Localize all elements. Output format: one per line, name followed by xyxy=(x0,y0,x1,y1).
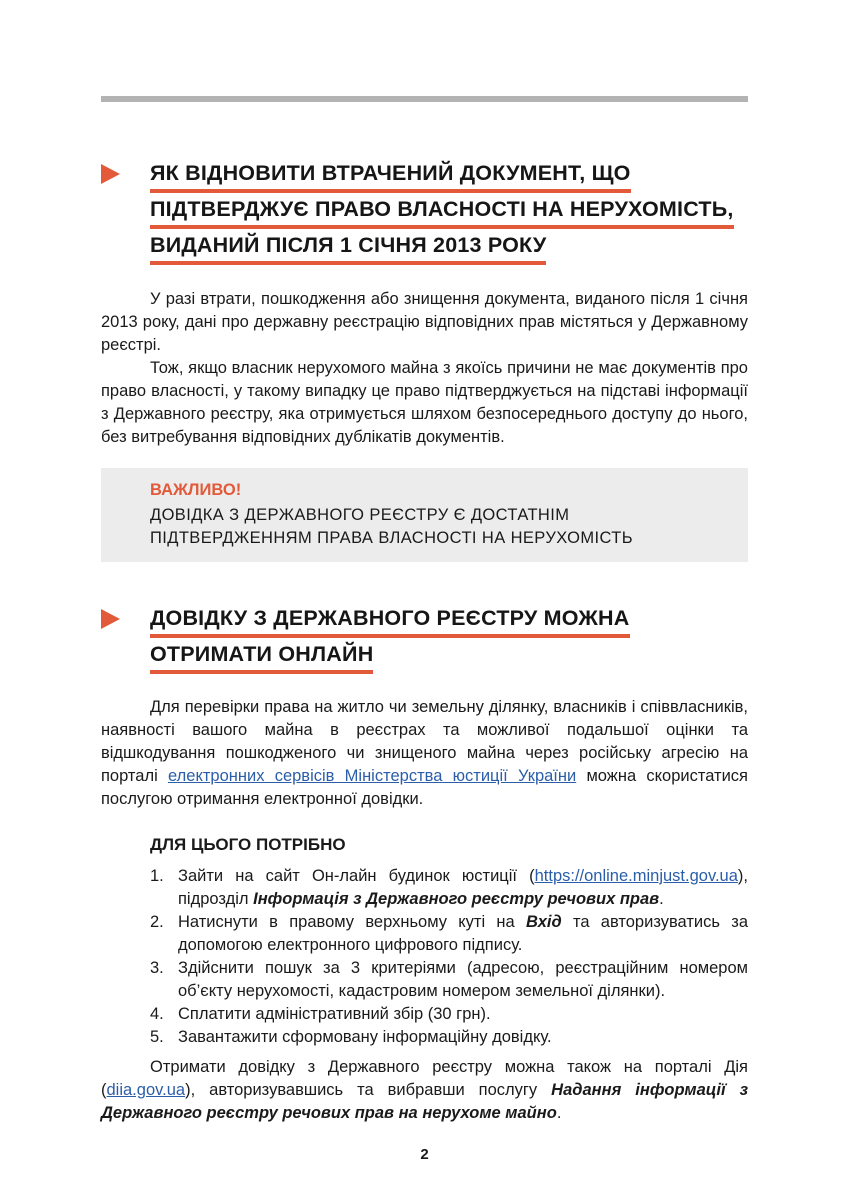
minjust-services-link[interactable]: електронних сервісів Міністерства юстиції України xyxy=(168,767,577,785)
paragraph xyxy=(101,1056,748,1125)
step-number: 3. xyxy=(150,959,164,977)
paragraph: У разі втрати, пошкодження або знищення документа, виданого після 1 січня 2013 року, дані про державну реєстрацію відповідних прав містяться у Державному реєстрі. xyxy=(101,290,748,354)
step-text: Зайти на сайт Он-лайн будинок юстиції ( xyxy=(178,867,535,885)
heading-line: ВИДАНИЙ ПІСЛЯ 1 СІЧНЯ 2013 РОКУ xyxy=(150,232,546,265)
service-name: Надання інформації з Державного реєстру речових прав на нерухоме майно xyxy=(101,1081,748,1122)
page-number: 2 xyxy=(420,1146,429,1163)
step-text: ), підрозділ xyxy=(178,867,748,908)
heading-line: ЯК ВІДНОВИТИ ВТРАЧЕНИЙ ДОКУМЕНТ, ЩО xyxy=(150,160,631,193)
step-text: Здійснити пошук за 3 критеріями (адресою, реєстраційним номером об’єкту нерухомості, кадастровим номером земельної ділянки). xyxy=(178,959,748,1000)
intro-text: можна скористатися послугою отримання електронної довідки. xyxy=(101,767,748,808)
important-notice xyxy=(101,468,748,562)
section1-body xyxy=(101,288,748,449)
paragraph xyxy=(101,696,748,811)
intro-text: Для перевірки права на житло чи земельну ділянку, власників і співвласників, наявності вашого майна в реєстрах та можливої подальшої оцінки та відшкодування пошкодженого чи знищеного майна через російську агресію на порталі xyxy=(101,698,748,785)
important-text: ДОВІДКА З ДЕРЖАВНОГО РЕЄСТРУ Є ДОСТАТНІМ ПІДТВЕРДЖЕННЯМ ПРАВА ВЛАСНОСТІ НА НЕРУХОМІСТЬ xyxy=(150,506,633,547)
section2-intro xyxy=(101,696,748,811)
arrow-right-icon xyxy=(101,164,120,184)
list-item xyxy=(101,1026,748,1049)
step-text: Завантажити сформовану інформаційну довідку. xyxy=(178,1028,552,1046)
step-text: Натиснути в правому верхньому куті на xyxy=(178,913,527,931)
list-item xyxy=(101,957,748,1003)
step-text: Сплатити адміністративний збір (30 грн). xyxy=(178,1005,491,1023)
steps-list xyxy=(101,865,748,1049)
top-divider xyxy=(101,96,748,102)
step-number: 1. xyxy=(150,867,164,885)
heading-line: ОТРИМАТИ ОНЛАЙН xyxy=(150,641,373,674)
list-item xyxy=(101,865,748,911)
step-emphasis: Вхід xyxy=(526,913,562,931)
list-item xyxy=(101,1003,748,1026)
heading-line: ПІДТВЕРДЖУЄ ПРАВО ВЛАСНОСТІ НА НЕРУХОМІСТЬ, xyxy=(150,196,734,229)
outro-text: ), авторизувавшись та вибравши послугу xyxy=(185,1081,552,1099)
paragraph: Тож, якщо власник нерухомого майна з якоїсь причини не має документів про право власності, у такому випадку це право підтверджується на підставі інформації з Державного реєстру, яка отримується шляхом безпосереднього доступу до нього, без витребування відповідних дублікатів документів. xyxy=(101,359,748,446)
step-emphasis: Інформація з Державного реєстру речових прав xyxy=(253,890,660,908)
arrow-right-icon xyxy=(101,609,120,629)
heading-line: ДОВІДКУ З ДЕРЖАВНОГО РЕЄСТРУ МОЖНА xyxy=(150,605,630,638)
outro-text: . xyxy=(556,1104,562,1122)
step-number: 5. xyxy=(150,1028,164,1046)
subheading-requirements: ДЛЯ ЦЬОГО ПОТРІБНО xyxy=(150,835,346,854)
step-text: . xyxy=(659,890,664,908)
step-number: 2. xyxy=(150,913,164,931)
online-minjust-link[interactable]: https://online.minjust.gov.ua xyxy=(534,867,738,885)
important-title: ВАЖЛИВО! xyxy=(150,481,242,499)
outro-text: Отримати довідку з Державного реєстру можна також на порталі Дія ( xyxy=(101,1058,748,1099)
diia-link[interactable]: diia.gov.ua xyxy=(106,1081,186,1099)
section2-outro xyxy=(101,1056,748,1125)
list-item xyxy=(101,911,748,957)
step-text: та авторизуватись за допомогою електронного цифрового підпису. xyxy=(178,913,748,954)
step-number: 4. xyxy=(150,1005,164,1023)
